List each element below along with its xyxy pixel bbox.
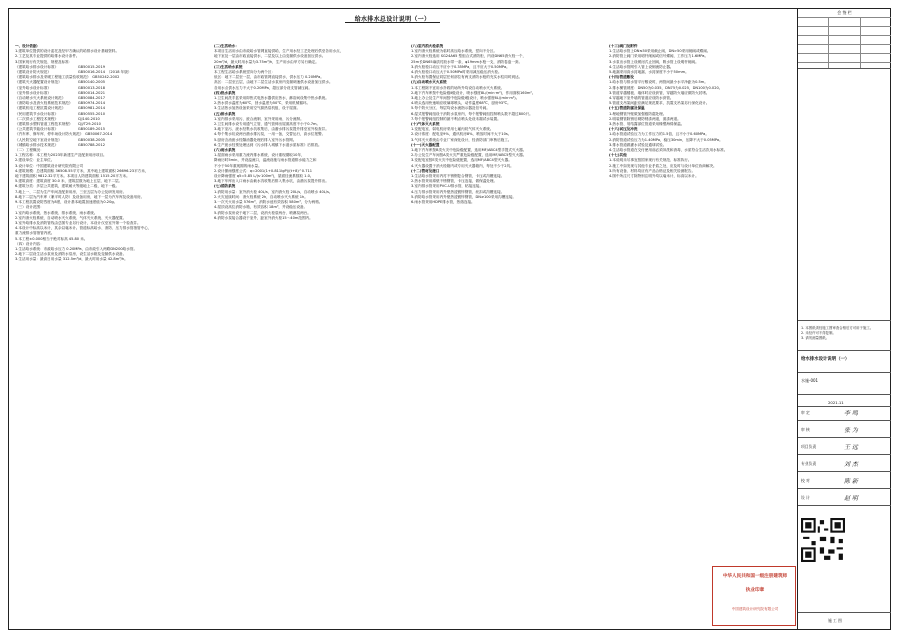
role-signature: 李 鸣 (844, 410, 858, 417)
spec-line: 3.生活热水加热设备采用空气源热泵机组，设于屋面。 (214, 106, 301, 111)
text-column-2 (214, 44, 404, 624)
spec-line: 4.穿越地下室外墙的管道应设防水套管。 (609, 96, 674, 101)
row-divider (798, 454, 891, 455)
spec-line: 5.建筑高度：建筑高度 30.0 米，建筑层数为地上五层、地下二层。 (15, 179, 123, 184)
section-heading: (十一)灭火器配置 (411, 142, 440, 147)
spec-line: 1.地下汽车库按B类火灾中危险级配置，选用MF/ABC4型手提式灭火器。 (411, 148, 527, 153)
spec-line: 2.热水供水温度为60℃，回水温度为50℃，采用机械循环。 (214, 101, 311, 106)
section-heading: (十二)管材及接口 (411, 168, 440, 173)
spec-line: 《人民防空地下室设计规范》 GB50038-2005 (15, 137, 106, 142)
role-signature: 陈 新 (844, 478, 858, 485)
qr-code-icon (801, 518, 845, 562)
spec-line: 2.消防管道试验压力为1.40MPa，稳压30min，压降不大于0.05MPa。 (609, 137, 723, 142)
spec-line: 3.国家现行有关规范、规程及标准： (15, 59, 73, 64)
section-heading: (九)自动喷水灭火系统 (411, 80, 447, 85)
spec-line: 3.室内排水管采用PVC-U排水管，粘接连接。 (411, 184, 483, 189)
spec-line: 4.压力排水管采用内外壁热浸镀锌钢管，丝扣或沟槽连接。 (411, 189, 505, 194)
spec-line: 3.消火栓栓口动压不应小于0.35MPa，且不应大于0.50MPa。 (411, 64, 510, 69)
spec-line: 2.施工中如发现与其他专业矛盾之处，应及时与设计单位协商解决。 (609, 163, 717, 168)
spec-line: 3.气体灭火系统由专业厂家深化设计，经消防部门审核后施工。 (411, 137, 512, 142)
stamp-line-3: 中国建筑设计研究院有限公司 (731, 607, 779, 611)
spec-line: 3.生活用水量：最高日用水量 312.5m³/d，最大时用水量 42.8m³/h。 (15, 257, 128, 262)
spec-line: 1.生活给水管上DN≤50采用截止阀，DN>50采用闸阀或蝶阀。 (609, 49, 711, 54)
spec-line: 1.本说明未尽事宜按国家现行有关规范、标准执行。 (609, 158, 692, 163)
section-heading: (六)雨水系统 (214, 148, 236, 153)
spec-line: 6.建筑分类：多层公共建筑，建筑耐火等级地上二级、地下一级。 (15, 184, 120, 189)
section-heading: 一、设计依据： (15, 44, 41, 48)
spec-line: 4.生活给水管道在交付使用前必须冲洗和消毒，水质符合生活饮用水标准。 (609, 148, 728, 153)
spec-line: 3.地下室污、废水经集水坑收集后，由潜水排污泵提升排至室外检查井。 (214, 127, 329, 132)
row-divider (798, 488, 891, 489)
section-heading: (五)排水系统 (214, 111, 236, 116)
role-label: 审 核 (801, 427, 810, 432)
section-heading: (二)生活给水： (214, 44, 239, 48)
spec-line: 5.地漏采用高水封地漏，水封深度不小于50mm。 (609, 70, 689, 75)
spec-line: 《建筑灭火器配置设计规范》 GB50140-2005 (15, 80, 106, 85)
spec-line: 4.每个集水坑设两台潜水排污泵，一用一备，交替运行，高水位报警。 (214, 132, 326, 137)
row-divider (798, 505, 891, 506)
spec-line: 5.消防给水管采用内外壁热浸镀锌钢管，DN≥100采用沟槽连接。 (411, 194, 517, 199)
spec-line: 7.地上一、二层为生产车间及配套用房，三至五层为办公及研发用房。 (15, 189, 127, 194)
titleblock-notes: 1. 本图纸须经施工图审查合格后方可用于施工。 2. 未经许可不得复制。 3. 请勿测量图纸。 (801, 326, 874, 341)
drawing-title: 给水排水设计说明（一） (801, 357, 850, 362)
spec-line: 4.本设计中标高以米计，其余以毫米计。管道标高给水、消防、压力排水管指管中心， (15, 226, 152, 231)
spec-line: 《二次供水工程技术规程》 CJJ140-2010 (15, 116, 100, 121)
spec-line: 《汽车库、修车库、停车场设计防火规范》 GB50067-2014 (15, 132, 113, 137)
stamp-line-2: 执业印章 (745, 588, 765, 593)
spec-line: 2.室内消火栓选用 SG24A65 型组合式消防柜，内设DN65消火栓一个， (411, 54, 527, 59)
spec-line: 2.室内消火栓系统、自动喷水灭火系统、气体灭火系统、灭火器配置。 (15, 215, 127, 220)
drawing-date: 2021.11 (828, 400, 844, 405)
spec-line: 地下室及一层由市政直接供水，二层及以上由变频供水设备加压供水。 (214, 54, 326, 59)
spec-line: 3.变配电室按E类火灾中危险级配置，选用MF/ABC4型灭火器。 (411, 158, 512, 163)
spec-line: 低区：地下二层至一层，由市政管网直接供水，供水压力 0.20MPa。 (214, 75, 324, 80)
spec-line: 地下建筑面积 9812.32平方米。本项目人防建筑面积 1515.20平方米。 (15, 174, 130, 179)
registration-stamp (712, 566, 796, 626)
spec-line: 1.工程名称：本工程为2023年新建生产及配套用房项目。 (15, 153, 107, 158)
spec-line: 3.热水管、易结露部位管道采用橡塑海绵保温。 (609, 122, 685, 127)
spec-line: 4.消火栓栓口动压大于0.50MPa时采用减压稳压消火栓。 (411, 70, 502, 75)
role-label: 设 计 (801, 495, 810, 500)
spec-line: 5.消火栓布置保证同层任何部位有两支消防水枪的充实水柱同时到达。 (411, 75, 523, 80)
spec-line: 6.生产废水经预处理达到《污水排入城镇下水道水质标准》后排放。 (214, 142, 322, 147)
spec-line: 《建筑排水塑料管道工程技术规程》 CJJ/T29-2010 (15, 122, 101, 127)
spec-line: 3.排水管道做灌水试验及通球试验。 (609, 142, 667, 147)
spec-line: 4.灭火器设置于消火栓箱内或专用灭火器箱内，每处不少于2具。 (411, 163, 514, 168)
spec-line: 9.本工程抗震设防烈度为8度，设计基本地震加速度值为0.20g。 (15, 200, 118, 205)
text-column-4 (609, 44, 797, 624)
spec-line: 《建筑给水排水及采暖工程施工质量验收规范》 GB50242-2002 (15, 75, 120, 80)
spec-line: 3.设计单位：中国建筑设计研究院有限公司 (15, 163, 84, 168)
spec-line: 3.水泵出水管上设缓闭式止回阀，吸水管上设明杆闸阀。 (609, 59, 699, 64)
role-signature: 刘 杰 (844, 461, 858, 468)
spec-line: 2.设计浓度：配电室9%，通讯机房8%，喷放时间不大于10s。 (411, 132, 512, 137)
spec-line: 5.消防水泵房设于地下二层，设消火栓泵两台、喷淋泵两台。 (214, 210, 311, 215)
spec-line: 5.本工程±0.000相当于绝对标高 45.80 米。 (15, 236, 88, 241)
spec-line: 3.地下车库出入口雨水由截水沟收集后排入集水坑，由潜污泵提升排出。 (214, 179, 329, 184)
spec-line: 4.图中所注尺寸除特别注明外均以毫米计，标高以米计。 (609, 174, 699, 179)
spec-line: 25m长DN65麻质衬胶水带一条，φ19mm水枪一支，消防卷盘一套。 (411, 59, 523, 64)
spec-line: 2.设计暴雨强度公式：q=2001(1+0.811lgP)/(t+8)^0.711 (214, 168, 313, 173)
section-heading: (三)生活给水系统 (214, 64, 243, 69)
spec-line: 1.卫生间洗手盆采用即热式电热水器供应热水，淋浴间设集中热水系统。 (214, 96, 329, 101)
text-column-1 (15, 44, 205, 624)
spec-line: 1.屋面雨水采用重力流内排水系统，设计重现期取10年， (214, 153, 305, 158)
spec-line: （二）工程概况： (15, 148, 44, 153)
spec-line: 2.卫生间排水设专用通气立管，通气管伸出屋面高度不小于0.7m。 (214, 122, 321, 127)
spec-line: 8.地下二层为汽车库（兼平时人防）及设备用房，地下一层为汽车库及设备用房。 (15, 194, 145, 199)
spec-line: 2.排水横管坡度：DN50为0.035，DN75为0.025，DN100为0.020。 (609, 85, 723, 90)
spec-line: 4.生活给水管网引入管上设倒流防止器。 (609, 64, 674, 69)
spec-line: 2.消防管上阀门采用明杆闸阀或信号蝶阀，工作压力1.6MPa。 (609, 54, 709, 59)
section-heading: (十)气体灭火系统 (411, 122, 440, 127)
spec-line: 3.管道穿越楼板、墙体时应设套管，穿越防火墙应做防火封堵。 (609, 90, 710, 95)
spec-line: 7.每个报警阀组控制的最不利点喷头处设末端试水装置。 (411, 116, 501, 121)
spec-line: 5.每个防火分区、每层均设水流指示器及信号阀。 (411, 106, 490, 111)
row-divider (798, 437, 891, 438)
spec-line: 设计降雨强度 q5=5.85 L/(s·100m²)，屋面径流系数取 1.0。 (214, 174, 314, 179)
spec-line: 《建筑机电工程抗震设计规范》 GB50981-2014 (15, 106, 106, 111)
spec-line: 6.湿式报警阀组设于消防水泵房内，每个报警阀组控制喷头数不超过800只。 (411, 111, 533, 116)
role-signature: 张 为 (844, 427, 858, 434)
row-divider (798, 420, 891, 421)
spec-line: （四）设计内容： (15, 241, 44, 246)
role-label: 审 定 (801, 410, 810, 415)
role-label: 校 对 (801, 478, 810, 483)
spec-line: 2.明装钢管除锈后刷防锈漆两道，面漆两道。 (609, 116, 681, 121)
spec-line: 6.雨水管采用HDPE排水管，热熔连接。 (411, 200, 475, 205)
spec-line: 1.给水管与排水管平行敷设时，两管间最小水平净距为0.5m。 (609, 80, 708, 85)
spec-line: 2.地下二层设生活水泵房及消防水泵房，设生活水箱及变频供水设备。 (15, 252, 127, 257)
stamp-line-1: 中华人民共和国一级注册建筑师 (722, 574, 788, 579)
spec-line: 1.生活给水管采用内衬不锈钢复合钢管，卡压或沟槽连接。 (411, 174, 505, 179)
spec-line: 《自动喷水灭火系统设计规范》 GB50084-2017 (15, 96, 106, 101)
spec-line: 2.办公及生产车间按A类火灾严重危险级配置，选用MF/ABC5型灭火器。 (411, 153, 527, 158)
spec-line: 5.厨房含油废水经隔油器处理后排入室外污水管网。 (214, 137, 297, 142)
spec-line: 20m³/d，最大时用水量为3.75m³/h，生产用水由甲方另行确定。 (214, 59, 319, 64)
document-title: 给水排水总设计说明（一） (354, 16, 431, 23)
spec-line: 《公共建筑节能设计标准》 GB50189-2015 (15, 127, 106, 132)
spec-line: （三）设计范围： (15, 205, 44, 210)
section-heading: (四)热水系统 (214, 90, 236, 95)
section-heading: (十七)其他 (609, 153, 627, 158)
section-heading: (十三)阀门及附件 (609, 44, 638, 48)
text-column-3 (411, 44, 601, 624)
spec-line: 《建筑给水排水设计标准》 GB50015-2019 (15, 64, 106, 69)
spec-line: 《民用建筑节水设计标准》 GB50555-2010 (15, 111, 106, 116)
spec-line: 2.热水管采用薄壁不锈钢管，卡压连接，做保温处理。 (411, 179, 498, 184)
section-heading: (十六)试压及冲洗 (609, 127, 638, 132)
role-label: 专业负责 (801, 461, 817, 466)
role-label: 项目负责 (801, 444, 817, 449)
spec-line: 2.工艺及其专业提供的给排水设计条件。 (15, 54, 80, 59)
spec-line: 1.本工程除不宜用水扑救的场所外均设自动喷水灭火系统。 (411, 85, 505, 90)
section-heading: (七)消防系统 (214, 184, 236, 189)
spec-line: 《建筑设计防火规范》 GB50016-2014 （2018 年版） (15, 70, 132, 75)
spec-line: 《室外给水设计标准》 GB50013-2018 (15, 85, 106, 90)
spec-line: 1.建筑单位提供的设计委托及经甲方确认的给排水设计基础资料。 (15, 49, 120, 54)
spec-line: 2.火灾延续时间：消火栓系统 2h，自动喷水灭火系统 1h。 (214, 194, 308, 199)
spec-line: 重力流排水管指管内底。 (15, 231, 55, 236)
spec-line: 3.室外给排水及消防管线由总图专业另行设计，本设计仅至室外第一个检查井。 (15, 220, 141, 225)
spec-line: 1.变配电室、弱电机房采用七氟丙烷气体灭火系统。 (411, 127, 494, 132)
spec-line: 《消防给水及消火栓系统技术规范》 GB50974-2014 (15, 101, 106, 106)
row-divider (798, 471, 891, 472)
spec-line: 1.室内消火栓系统为临时高压给水系统，竖向不分区。 (411, 49, 498, 54)
drawing-number: 水施-001 (801, 378, 819, 383)
spec-line: 6.消防水泵接合器设于室外，距室外消火栓15～40m范围内。 (214, 215, 313, 220)
spec-line: 1.室内给水系统、热水系统、排水系统、雨水系统。 (15, 210, 98, 215)
spec-line: 不小于50年重现期的雨水量。 (214, 163, 262, 168)
spec-line: 1.室内排水采用污、废合流制，室外采用雨、污分流制。 (214, 116, 304, 121)
spec-line: 2.建设单位：业主单位。 (15, 158, 55, 163)
spec-line: 1.消防用水量：室外消火栓 40L/s，室内消火栓 20L/s，自动喷水 40L/s。 (214, 189, 333, 194)
spec-line: 《城镇给水排水技术规范》 GB50788-2012 (15, 142, 106, 147)
spec-line: 各用水点供水压力不大于0.20MPa，超压部分设支管减压阀。 (214, 85, 312, 90)
spec-line: 2.地下汽车库按中危险级Ⅱ级设计，喷水强度8L/(min·m²)，作用面积160m²。 (411, 90, 536, 95)
title-block (797, 8, 891, 630)
role-signature: 王 远 (844, 444, 858, 451)
spec-line: 4.喷头选用快速响应玻璃球喷头，动作温度68℃，厨房93℃。 (411, 101, 511, 106)
countersign-grid (798, 8, 891, 68)
spec-line: 3.一次灭火用水量 576m³，消防水池有效容积 580m³，分为两格。 (214, 200, 323, 205)
spec-line: 本项目生活用水由市政给水管网直接供给，生产用水经工艺处理后供至各用水点， (214, 49, 344, 54)
spec-line: 高区：二层至五层，由地下二层生活水泵房内变频调速供水设备加压供水。 (214, 80, 333, 85)
spec-line: 3.地上办公及生产车间按中危险级Ⅰ级设计，喷水强度6L/(min·m²)。 (411, 96, 520, 101)
section-heading: (十五)管道防腐及保温 (609, 106, 645, 111)
role-signature: 赵 明 (844, 495, 858, 502)
spec-line: 4.建筑规模：总建筑面积 36508.55平方米，其中地上建筑面积 26696.23平方米， (15, 168, 149, 173)
spec-line: 降雨历时5min，并设溢流口，溢流设施与雨水管道排水能力之和 (214, 158, 317, 163)
spec-line: 5.管道支吊架间距应满足规范要求，抗震支吊架另行深化设计。 (609, 101, 710, 106)
spec-line: 1.给水管道试验压力为工作压力的1.5倍，且不小于0.60MPa。 (609, 132, 709, 137)
spec-line: 本工程生活给水系统竖向分为两个区： (214, 70, 276, 75)
spec-line: 《室外排水设计标准》 GB50014-2021 (15, 90, 106, 95)
section-heading: (八)室内消火栓系统 (411, 44, 444, 48)
spec-line: 1.生活给水系统：市政给水压力 0.20MPa，由市政引入两路DN200给水管。 (15, 246, 138, 251)
spec-line: 4.屋顶设高位消防水箱，有效容积 18m³，并设稳压设备。 (214, 205, 308, 210)
section-heading: (十四)管道敷设 (609, 75, 634, 80)
title-underline (345, 22, 440, 23)
countersign-header: 会 签 栏 (837, 10, 852, 15)
issue-status: 施 工 图 (828, 618, 842, 623)
spec-line: 1.埋地钢管外壁做加强级防腐处理。 (609, 111, 667, 116)
spec-line: 3.所有设备、材料均应有产品合格证及相关检测报告。 (609, 168, 696, 173)
